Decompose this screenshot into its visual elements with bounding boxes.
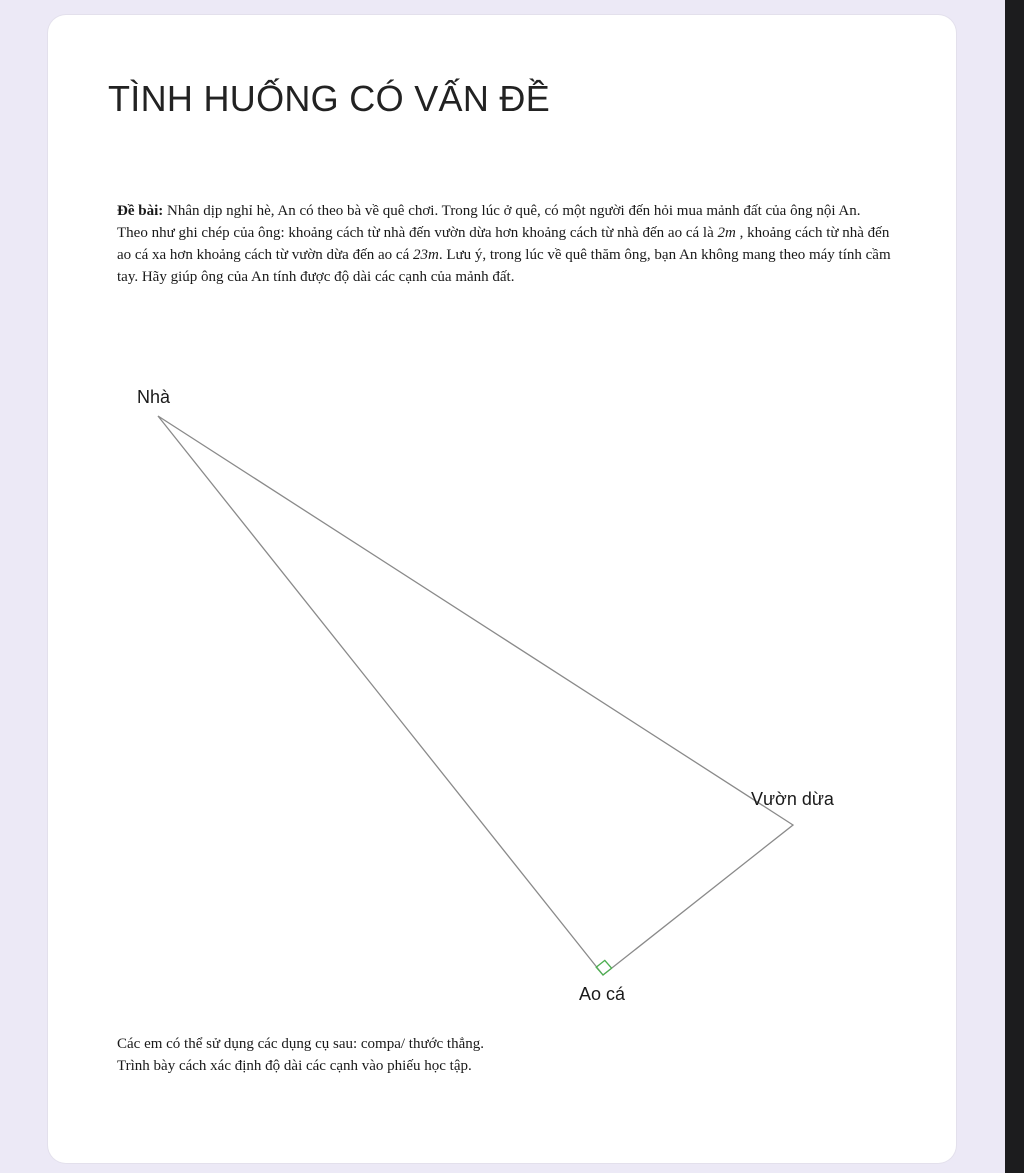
right-angle-mark — [596, 960, 611, 975]
triangle-land — [158, 416, 793, 975]
value-23m: 23m — [412, 247, 439, 263]
instruction-line-2: Trình bày cách xác định độ dài các cạnh vào phiếu học tập. — [117, 1058, 472, 1074]
instruction-line-1: Các em có thể sử dụng các dụng cụ sau: compa/ thước thẳng. — [117, 1036, 485, 1052]
vertex-label-coconut-garden: Vườn dừa — [751, 789, 834, 809]
problem-text-1: Nhân dịp nghỉ hè, An có theo bà về quê chơi. Trong lúc ở quê, có một người đến hỏi mua mảnh đất của ông nội An. Theo như ghi chép của ông: khoảng cách từ nhà đến vườn dừa hơn khoảng cách từ nhà đến ao cá là — [117, 203, 861, 241]
problem-text-2: , khoảng cách từ nhà đến ao cá xa hơn khoảng cách từ vườn dừa đến ao cá — [117, 225, 890, 263]
page-title: TÌNH HUỐNG CÓ VẤN ĐỀ — [108, 78, 551, 119]
value-2m: 2m — [717, 225, 736, 241]
problem-text-3: . Lưu ý, trong lúc về quê thăm ông, bạn An không mang theo máy tính cầm tay. Hãy giúp ông của An tính được độ dài các cạnh của mảnh đất. — [117, 247, 891, 285]
vertex-label-home: Nhà — [137, 387, 171, 407]
problem-label: Đề bài: — [117, 203, 164, 219]
instructions — [117, 1033, 892, 1077]
vertex-label-fish-pond: Ao cá — [579, 984, 626, 1004]
